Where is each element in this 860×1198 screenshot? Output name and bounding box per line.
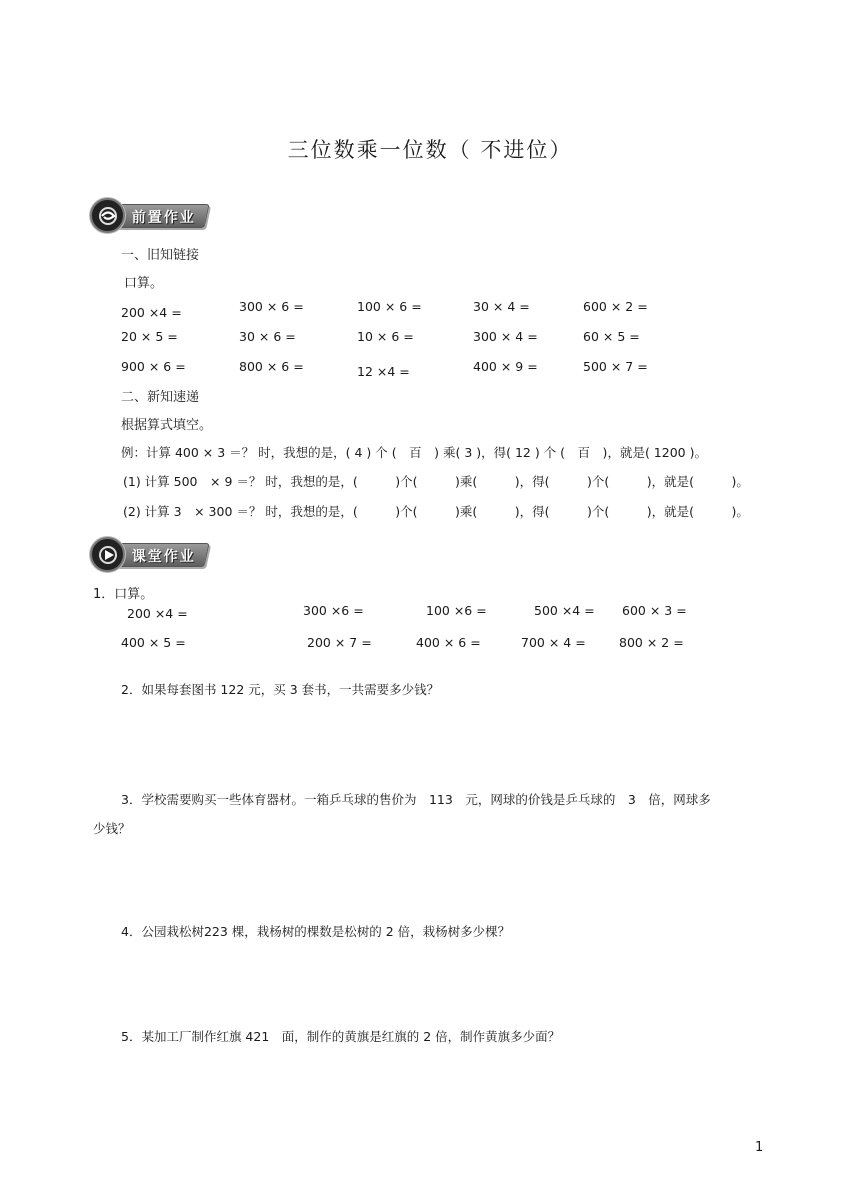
fill-question: (1) 计算 500 × 9 ＝？ 时，我想的是，( )个( )乘( )，得( )个( )，就是( )。 xyxy=(123,474,749,489)
oral-item: 200 ×4 = xyxy=(127,606,188,621)
oral-item: 500 ×4 = xyxy=(534,603,595,618)
oral-item: 200 × 7 = xyxy=(307,635,372,650)
word-problem-continued: 少钱？ xyxy=(93,821,131,836)
question-label: 1．口算。 xyxy=(93,587,154,602)
oral-item: 20 × 5 = xyxy=(121,329,178,344)
badge-label: 前置作业 xyxy=(131,209,196,226)
section-badge-classwork xyxy=(90,541,207,568)
page-number: 1 xyxy=(755,1140,764,1155)
oral-item: 600 × 2 = xyxy=(583,299,648,314)
part-heading: 二、新知速递 xyxy=(121,390,200,405)
word-problem: 4．公园栽松树223 棵，栽杨树的棵数是松树的 2 倍，栽杨树多少棵？ xyxy=(121,924,511,939)
word-problem: 3．学校需要购买一些体育器材。一箱乒乓球的售价为 113 元，网球的价钱是乒乓球的 3 倍，网球多 xyxy=(121,792,711,807)
page-title: 三位数乘一位数（ 不进位） xyxy=(287,138,573,162)
oral-item: 12 ×4 = xyxy=(357,364,410,379)
oral-item: 800 × 6 = xyxy=(239,359,304,374)
oral-item: 10 × 6 = xyxy=(357,329,414,344)
badge-label: 课堂作业 xyxy=(131,548,196,565)
oral-item: 400 × 6 = xyxy=(416,635,481,650)
oral-item: 60 × 5 = xyxy=(583,329,640,344)
oral-item: 400 × 9 = xyxy=(473,359,538,374)
oral-item: 400 × 5 = xyxy=(121,635,186,650)
play-icon xyxy=(90,537,125,572)
oral-item: 30 × 6 = xyxy=(239,329,296,344)
oral-item: 100 ×6 = xyxy=(426,603,487,618)
oral-item: 100 × 6 = xyxy=(357,299,422,314)
oral-item: 300 × 4 = xyxy=(473,329,538,344)
section-badge-preview xyxy=(90,202,207,229)
oral-item: 300 × 6 = xyxy=(239,299,304,314)
oral-label: 口算。 xyxy=(124,276,164,291)
oral-item: 600 × 3 = xyxy=(622,603,687,618)
oral-item: 700 × 4 = xyxy=(521,635,586,650)
word-problem: 5．某加工厂制作红旗 421 面，制作的黄旗是红旗的 2 倍，制作黄旗多少面？ xyxy=(121,1029,561,1044)
oral-item: 30 × 4 = xyxy=(473,299,530,314)
part-heading: 一、旧知链接 xyxy=(121,248,200,263)
example-line: 例：计算 400 × 3 ＝？ 时，我想的是，( 4 ) 个 ( 百 ) 乘( 3 )，得( 12 ) 个 ( 百 )，就是( 1200 )。 xyxy=(121,445,707,460)
oral-item: 800 × 2 = xyxy=(619,635,684,650)
oral-item: 200 ×4 = xyxy=(121,305,182,320)
oral-item: 300 ×6 = xyxy=(303,603,364,618)
oral-item: 900 × 6 = xyxy=(121,359,186,374)
fill-question: (2) 计算 3 × 300 ＝？ 时，我想的是，( )个( )乘( )，得( )个( )，就是( )。 xyxy=(123,504,749,519)
swirl-icon xyxy=(90,198,125,233)
word-problem: 2．如果每套图书 122 元，买 3 套书，一共需要多少钱？ xyxy=(121,682,440,697)
fill-label: 根据算式填空。 xyxy=(121,418,213,433)
oral-item: 500 × 7 = xyxy=(583,359,648,374)
